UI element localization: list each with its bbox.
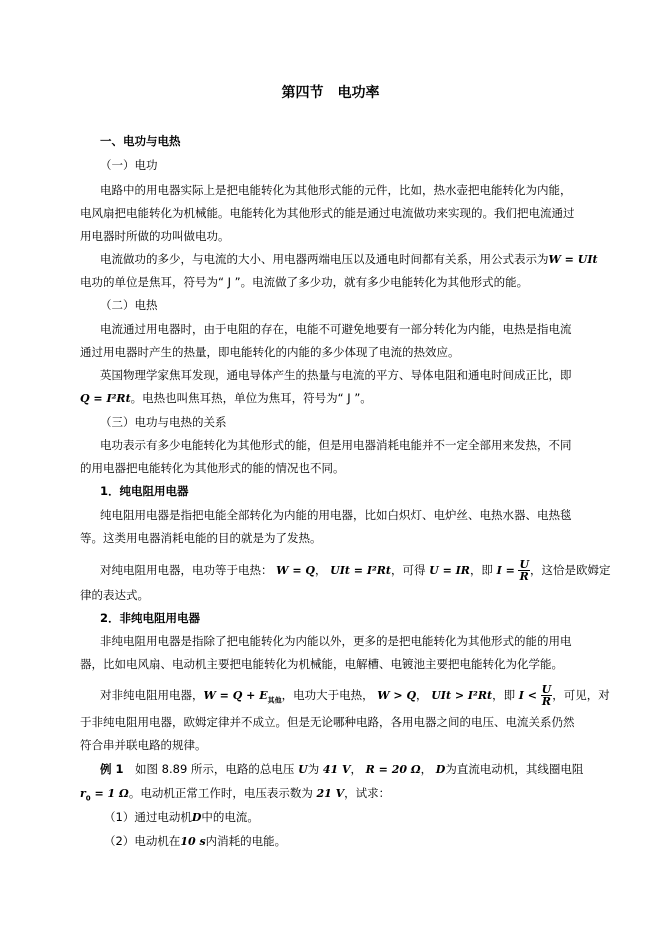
example-label: 例 1 — [100, 762, 124, 776]
symbol-u: U — [298, 763, 308, 776]
subscript-0: 0 — [85, 794, 91, 803]
paragraph-6-line-2: 等。这类用电器消耗电能的目的就是为了发热。 — [80, 531, 322, 545]
paragraph-7-ji: ，即 — [469, 563, 493, 577]
subheading-electric-heat: （二）电热 — [100, 298, 158, 312]
symbol-d: D — [435, 763, 446, 776]
paragraph-4-line-1: 英国物理学家焦耳发现，通电导体产生的热量与电流的平方、导体电阻和通电时间成正比，即 — [100, 368, 572, 382]
fraction-u-over-r-2: $\frac{U}{R}$ — [541, 683, 552, 708]
formula-i-equals: I = — [496, 564, 515, 577]
paragraph-5-line-1: 电功表示有多少电能转化为其他形式的能，但是用电器消耗电能并不一定全部用来发热，不同 — [100, 438, 572, 452]
formula-u-equals-ir: U = IR — [429, 564, 470, 577]
formula-joule-heat: Q = I²Rt — [80, 392, 131, 405]
value-41v: 41 V — [322, 763, 351, 776]
example-text-a: 如图 8.89 所示，电路的总电压 — [123, 762, 295, 776]
heading-non-pure-resistor: 2．非纯电阻用电器 — [100, 611, 201, 625]
question-2-time: 10 s — [180, 835, 206, 848]
example-text-b: 为 — [307, 762, 320, 776]
subheading-relation: （三）电功与电热的关系 — [100, 415, 227, 429]
paragraph-1-line-1: 电路中的用电器实际上是把电能转化为其他形式能的元件，比如，热水壶把电能转化为内能， — [100, 183, 572, 197]
example-1-line-2 — [80, 786, 390, 806]
paragraph-7-line-2: 律的表达式。 — [80, 588, 149, 602]
question-1-text-b: 中的电流。 — [201, 810, 259, 824]
paragraph-9-line-1: 对非纯电阻用电器，$W = Q + E_{其他}$，电功大于电热， W > Q， UIt > I²Rt，即 I < $\frac{U}{R}$ ，可见，对 — [100, 683, 610, 708]
question-2-text-a: （2）电动机在 — [104, 834, 181, 848]
subheading-electric-work: （一）电功 — [100, 158, 158, 172]
formula-uit-greater-i2rt: UIt > I²Rt — [431, 689, 493, 702]
paragraph-2-text: 电流做功的多少，与电流的大小、用电器两端电压以及通电时间都有关系，用公式表示为 — [100, 252, 549, 266]
heading-pure-resistor: 1．纯电阻用电器 — [100, 484, 189, 498]
paragraph-1-line-3: 用电器时所做的功叫做电功。 — [80, 229, 230, 243]
paragraph-7-line-1: 对纯电阻用电器，电功等于电热： W = Q， UIt = I²Rt，可得 U = IR，即 I = $\frac{U}{R}$ ，这恰是欧姆定 — [100, 558, 611, 583]
question-1-d: D — [191, 811, 202, 824]
paragraph-7-text: 对纯电阻用电器，电功等于电热： — [100, 563, 273, 577]
question-1 — [104, 810, 259, 825]
example-text-e: ，试求： — [344, 786, 391, 800]
paragraph-4-text: 。电热也叫焦耳热，单位为焦耳，符号为“ J ”。 — [130, 391, 372, 405]
paragraph-9-end: ，可见，对 — [552, 688, 610, 702]
formula-uit-equals-i2rt: UIt = I²Rt — [330, 564, 392, 577]
section-heading-1: 一、电功与电热 — [100, 134, 181, 148]
paragraph-9-mid: ，电功大于电热， — [281, 688, 374, 702]
formula-w-greater-q: W > Q — [377, 689, 417, 702]
paragraph-8-line-2: 器，比如电风扇、电动机主要把电能转化为机械能，电解槽、电镀池主要把电能转化为化学能。 — [80, 657, 563, 671]
value-21v: 21 V — [316, 787, 345, 800]
paragraph-4-line-2 — [80, 391, 372, 406]
paragraph-2-line-1 — [100, 252, 598, 267]
formula-w-equals-q: W = Q — [276, 564, 315, 577]
paragraph-9-line-2: 于非纯电阻用电器，欧姆定律并不成立。但是无论哪种电路，各用电器之间的电压、电流关系仍然 — [80, 715, 575, 729]
paragraph-2-line-2: 电功的单位是焦耳，符号为“ J ”。电流做了多少功，就有多少电能转化为其他形式的能。 — [80, 275, 529, 289]
subscript-other: 其他 — [267, 696, 282, 705]
paragraph-7-end: ，这恰是欧姆定 — [530, 563, 611, 577]
value-1-ohm: = 1 Ω — [90, 787, 129, 800]
page-title: 第四节 电功率 — [281, 85, 380, 101]
value-r-20-ohm: R = 20 Ω — [365, 763, 421, 776]
paragraph-9-line-3: 符合串并联电路的规律。 — [80, 738, 207, 752]
paragraph-5-line-2: 的用电器把电能转化为其他形式的能的情况也不同。 — [80, 461, 345, 475]
paragraph-3-line-1: 电流通过用电器时，由于电阻的存在，电能不可避免地要有一部分转化为内能，电热是指电流 — [100, 322, 572, 336]
formula-w-q-e: W = Q + E — [203, 689, 268, 702]
example-text-d: 。电动机正常工作时，电压表示数为 — [128, 786, 313, 800]
paragraph-8-line-1: 非纯电阻用电器是指除了把电能转化为内能以外，更多的是把电能转化为其他形式的能的用电 — [100, 634, 572, 648]
paragraph-7-mid: ，可得 — [391, 563, 426, 577]
example-text-c: 为直流电动机，其线圈电阻 — [445, 762, 584, 776]
question-2 — [104, 834, 286, 849]
example-1-line-1: 例 1 如图 8.89 所示，电路的总电压 U为 41 V， R = 20 Ω， D为直流电动机，其线圈电阻 — [100, 762, 584, 776]
fraction-u-over-r: $\frac{U}{R}$ — [519, 558, 530, 583]
formula-electric-work: W = UIt — [548, 253, 598, 266]
symbol-r0: r — [80, 787, 86, 800]
paragraph-9-text: 对非纯电阻用电器， — [100, 688, 204, 702]
paragraph-1-line-2: 电风扇把电能转化为机械能。电能转化为其他形式的能是通过电流做功来实现的。我们把电流通过 — [80, 206, 575, 220]
formula-i-less: I < — [518, 689, 537, 702]
question-2-text-b: 内消耗的电能。 — [205, 834, 287, 848]
paragraph-9-ji: ，即 — [492, 688, 516, 702]
paragraph-3-line-2: 通过用电器时产生的热量，即电能转化的内能的多少体现了电流的热效应。 — [80, 345, 460, 359]
paragraph-6-line-1: 纯电阻用电器是指把电能全部转化为内能的用电器，比如白炽灯、电炉丝、电热水器、电热毯 — [100, 508, 572, 522]
question-1-text-a: （1）通过电动机 — [104, 810, 192, 824]
